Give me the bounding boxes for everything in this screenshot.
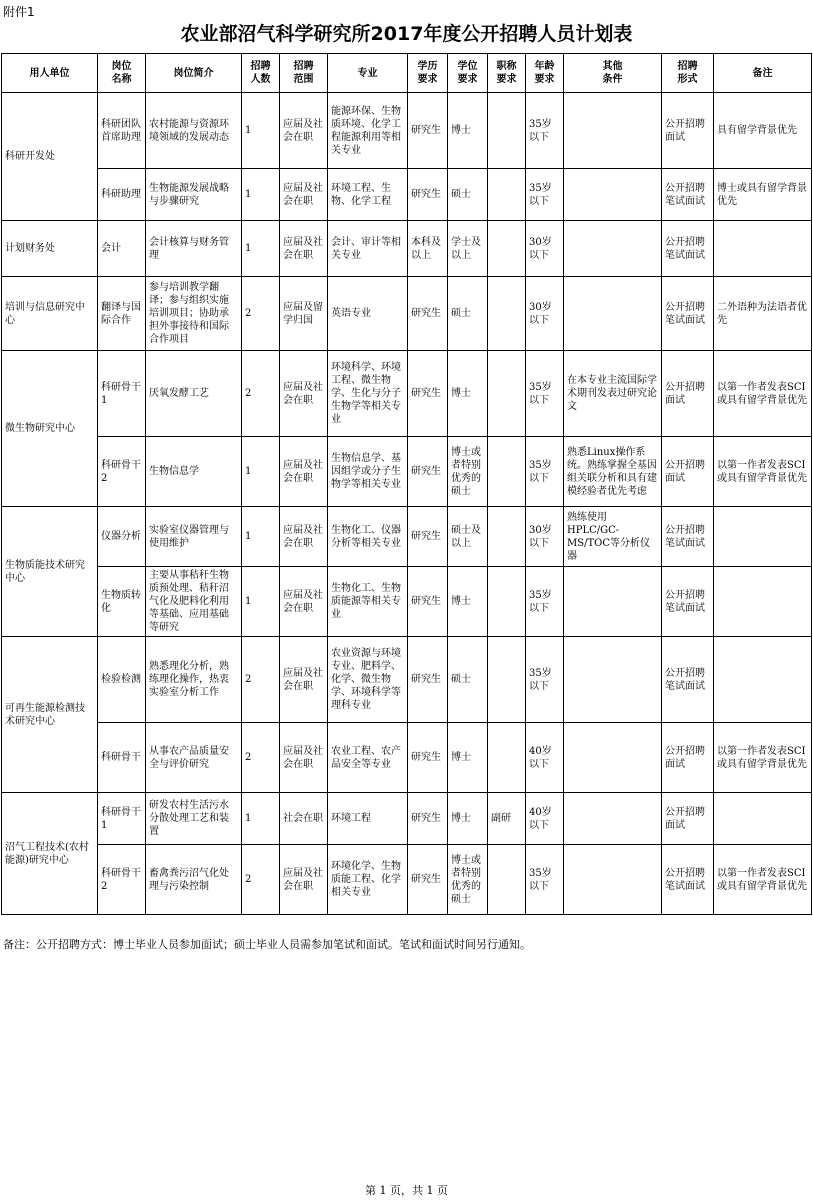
degree: 硕士: [448, 169, 488, 221]
major: 能源环保、生物质环境、化学工程能源利用等相关专业: [328, 93, 408, 169]
hire-count: 1: [242, 221, 280, 277]
column-header: 招聘 形式: [662, 54, 714, 93]
age-limit: 35岁以下: [526, 567, 564, 637]
degree: 博士: [448, 723, 488, 793]
hire-scope: 应届及社会在职: [280, 93, 328, 169]
hire-method: 公开招聘笔试面试: [662, 221, 714, 277]
employing-unit: 生物质能技术研究中心: [2, 507, 98, 637]
hire-scope: 应届及社会在职: [280, 723, 328, 793]
post-intro: 厌氧发酵工艺: [146, 351, 242, 437]
page-number: 第 1 页，共 1 页: [365, 1184, 448, 1197]
table-row: [2, 637, 812, 723]
degree: 博士: [448, 351, 488, 437]
post-intro: 研发农村生活污水分散处理工艺和装置: [146, 793, 242, 845]
degree: 博士: [448, 93, 488, 169]
major: 会计、审计等相关专业: [328, 221, 408, 277]
attachment-label: 附件1: [3, 5, 35, 19]
post-name: 科研骨干: [98, 723, 146, 793]
hire-scope: 应届及留学归国: [280, 277, 328, 351]
column-header: 其他 条件: [564, 54, 662, 93]
major: 生物化工、仪器分析等相关专业: [328, 507, 408, 567]
column-header: 备注: [714, 54, 812, 93]
major: 环境科学、环境工程、微生物学、生化与分子生物学等相关专业: [328, 351, 408, 437]
column-header: 招聘 范围: [280, 54, 328, 93]
professional-title: [488, 351, 526, 437]
education: 研究生: [408, 93, 448, 169]
column-header: 学历 要求: [408, 54, 448, 93]
hire-method: 公开招聘面试: [662, 351, 714, 437]
professional-title: [488, 169, 526, 221]
hire-count: 2: [242, 723, 280, 793]
remark: 博士或具有留学背景优先: [714, 169, 812, 221]
education: 研究生: [408, 637, 448, 723]
table-row: [2, 845, 812, 915]
degree: 博士: [448, 567, 488, 637]
major: 农业资源与环境专业、肥料学、化学、微生物学、环境科学等理科专业: [328, 637, 408, 723]
post-intro: 主要从事秸秆生物质预处理、秸秆沼气化及肥料化利用等基础、应用基础等研究: [146, 567, 242, 637]
degree: 博士或者特别优秀的硕士: [448, 437, 488, 507]
age-limit: 35岁以下: [526, 351, 564, 437]
degree: 学士及以上: [448, 221, 488, 277]
age-limit: 35岁以下: [526, 437, 564, 507]
remark: 以第一作者发表SCI或具有留学背景优先: [714, 845, 812, 915]
post-name: 科研骨干2: [98, 845, 146, 915]
major: 环境化学、生物质能工程、化学相关专业: [328, 845, 408, 915]
hire-method: 公开招聘面试: [662, 93, 714, 169]
hire-count: 1: [242, 437, 280, 507]
age-limit: 35岁以下: [526, 93, 564, 169]
education: 研究生: [408, 567, 448, 637]
hire-method: 公开招聘面试: [662, 437, 714, 507]
professional-title: [488, 93, 526, 169]
column-header: 用人单位: [2, 54, 98, 93]
hire-method: 公开招聘面试: [662, 793, 714, 845]
education: 研究生: [408, 351, 448, 437]
employing-unit: 培训与信息研究中心: [2, 277, 98, 351]
hire-method: 公开招聘面试: [662, 723, 714, 793]
hire-scope: 应届及社会在职: [280, 845, 328, 915]
major: 生物化工、生物质能源等相关专业: [328, 567, 408, 637]
employing-unit: 可再生能源检测技术研究中心: [2, 637, 98, 793]
professional-title: [488, 567, 526, 637]
hire-count: 2: [242, 351, 280, 437]
age-limit: 35岁以下: [526, 169, 564, 221]
hire-count: 2: [242, 637, 280, 723]
age-limit: 40岁以下: [526, 793, 564, 845]
remark: 二外语种为法语者优先: [714, 277, 812, 351]
hire-scope: 应届及社会在职: [280, 507, 328, 567]
hire-method: 公开招聘笔试面试: [662, 277, 714, 351]
hire-scope: 应届及社会在职: [280, 437, 328, 507]
education: 研究生: [408, 845, 448, 915]
professional-title: 副研: [488, 793, 526, 845]
footnote: 备注：公开招聘方式：博士毕业人员参加面试；硕士毕业人员需参加笔试和面试。笔试和面试时间另行通知。: [3, 938, 531, 951]
professional-title: [488, 221, 526, 277]
remark: [714, 793, 812, 845]
remark: [714, 637, 812, 723]
hire-method: 公开招聘笔试面试: [662, 637, 714, 723]
post-intro: 农村能源与资源环境领域的发展动态: [146, 93, 242, 169]
other-conditions: [564, 723, 662, 793]
degree: 博士: [448, 793, 488, 845]
post-intro: 会计核算与财务管理: [146, 221, 242, 277]
professional-title: [488, 845, 526, 915]
other-conditions: [564, 221, 662, 277]
other-conditions: [564, 793, 662, 845]
hire-count: 1: [242, 793, 280, 845]
column-header: 职称 要求: [488, 54, 526, 93]
other-conditions: [564, 277, 662, 351]
professional-title: [488, 507, 526, 567]
remark: 以第一作者发表SCI或具有留学背景优先: [714, 437, 812, 507]
hire-scope: 应届及社会在职: [280, 567, 328, 637]
table-row: [2, 277, 812, 351]
hire-scope: 应届及社会在职: [280, 221, 328, 277]
remark: 以第一作者发表SCI或具有留学背景优先: [714, 723, 812, 793]
hire-scope: 应届及社会在职: [280, 637, 328, 723]
table-body: [2, 93, 812, 915]
post-intro: 生物能源发展战略与步骤研究: [146, 169, 242, 221]
hire-method: 公开招聘笔试面试: [662, 567, 714, 637]
table-row: [2, 793, 812, 845]
post-intro: 熟悉理化分析，熟练理化操作，热衷实验室分析工作: [146, 637, 242, 723]
other-conditions: 在本专业主流国际学术期刊发表过研究论文: [564, 351, 662, 437]
education: 研究生: [408, 277, 448, 351]
employing-unit: 计划财务处: [2, 221, 98, 277]
hire-method: 公开招聘笔试面试: [662, 169, 714, 221]
education: 研究生: [408, 437, 448, 507]
post-name: 科研骨干1: [98, 793, 146, 845]
degree: 硕士: [448, 637, 488, 723]
hire-count: 1: [242, 169, 280, 221]
major: 环境工程、生物、化学工程: [328, 169, 408, 221]
age-limit: 30岁以下: [526, 507, 564, 567]
age-limit: 35岁以下: [526, 637, 564, 723]
post-intro: 实验室仪器管理与使用维护: [146, 507, 242, 567]
other-conditions: 熟悉Linux操作系统。熟练掌握全基因组关联分析和具有建模经验者优先考虑: [564, 437, 662, 507]
age-limit: 30岁以下: [526, 277, 564, 351]
other-conditions: [564, 845, 662, 915]
professional-title: [488, 637, 526, 723]
employing-unit: 沼气工程技术(农村能源)研究中心: [2, 793, 98, 915]
other-conditions: 熟练使用HPLC/GC-MS/TOC等分析仪器: [564, 507, 662, 567]
major: 生物信息学、基因组学或分子生物学等相关专业: [328, 437, 408, 507]
post-name: 检验检测: [98, 637, 146, 723]
page-title: 农业部沼气科学研究所2017年度公开招聘人员计划表: [180, 23, 633, 45]
education: 研究生: [408, 723, 448, 793]
employing-unit: 科研开发处: [2, 93, 98, 221]
column-header: 岗位 名称: [98, 54, 146, 93]
table-header-row: [2, 54, 812, 93]
age-limit: 30岁以下: [526, 221, 564, 277]
table-row: [2, 723, 812, 793]
degree: 硕士: [448, 277, 488, 351]
professional-title: [488, 277, 526, 351]
post-name: 科研助理: [98, 169, 146, 221]
hire-count: 2: [242, 845, 280, 915]
table-row: [2, 437, 812, 507]
post-name: 会计: [98, 221, 146, 277]
age-limit: 40岁以下: [526, 723, 564, 793]
professional-title: [488, 723, 526, 793]
education: 研究生: [408, 507, 448, 567]
column-header: 岗位简介: [146, 54, 242, 93]
post-name: 生物质转化: [98, 567, 146, 637]
hire-count: 2: [242, 277, 280, 351]
hire-count: 1: [242, 567, 280, 637]
column-header: 专业: [328, 54, 408, 93]
post-name: 翻译与国际合作: [98, 277, 146, 351]
employing-unit: 微生物研究中心: [2, 351, 98, 507]
table-row: [2, 507, 812, 567]
post-name: 科研骨干1: [98, 351, 146, 437]
post-intro: 生物信息学: [146, 437, 242, 507]
hire-count: 1: [242, 507, 280, 567]
hire-scope: 社会在职: [280, 793, 328, 845]
other-conditions: [564, 567, 662, 637]
remark: 具有留学背景优先: [714, 93, 812, 169]
major: 农业工程、农产品安全等专业: [328, 723, 408, 793]
hire-scope: 应届及社会在职: [280, 351, 328, 437]
table-row: [2, 169, 812, 221]
column-header: 学位 要求: [448, 54, 488, 93]
hire-scope: 应届及社会在职: [280, 169, 328, 221]
age-limit: 35岁以下: [526, 845, 564, 915]
post-intro: 参与培训教学翻译；参与组织实施培训项目；协助承担外事接待和国际合作项目: [146, 277, 242, 351]
education: 本科及以上: [408, 221, 448, 277]
column-header: 招聘 人数: [242, 54, 280, 93]
remark: [714, 221, 812, 277]
major: 英语专业: [328, 277, 408, 351]
degree: 硕士及以上: [448, 507, 488, 567]
table-row: [2, 351, 812, 437]
degree: 博士或者特别优秀的硕士: [448, 845, 488, 915]
remark: [714, 567, 812, 637]
post-name: 科研团队首席助理: [98, 93, 146, 169]
remark: [714, 507, 812, 567]
post-intro: 从事农产品质量安全与评价研究: [146, 723, 242, 793]
remark: 以第一作者发表SCI或具有留学背景优先: [714, 351, 812, 437]
education: 研究生: [408, 793, 448, 845]
column-header: 年龄 要求: [526, 54, 564, 93]
hire-method: 公开招聘笔试面试: [662, 845, 714, 915]
table-row: [2, 221, 812, 277]
table-row: [2, 567, 812, 637]
other-conditions: [564, 93, 662, 169]
recruitment-plan-table: [1, 53, 812, 915]
other-conditions: [564, 637, 662, 723]
hire-method: 公开招聘笔试面试: [662, 507, 714, 567]
education: 研究生: [408, 169, 448, 221]
major: 环境工程: [328, 793, 408, 845]
post-name: 科研骨干2: [98, 437, 146, 507]
post-intro: 畜禽粪污沼气化处理与污染控制: [146, 845, 242, 915]
post-name: 仪器分析: [98, 507, 146, 567]
hire-count: 1: [242, 93, 280, 169]
other-conditions: [564, 169, 662, 221]
table-row: [2, 93, 812, 169]
professional-title: [488, 437, 526, 507]
